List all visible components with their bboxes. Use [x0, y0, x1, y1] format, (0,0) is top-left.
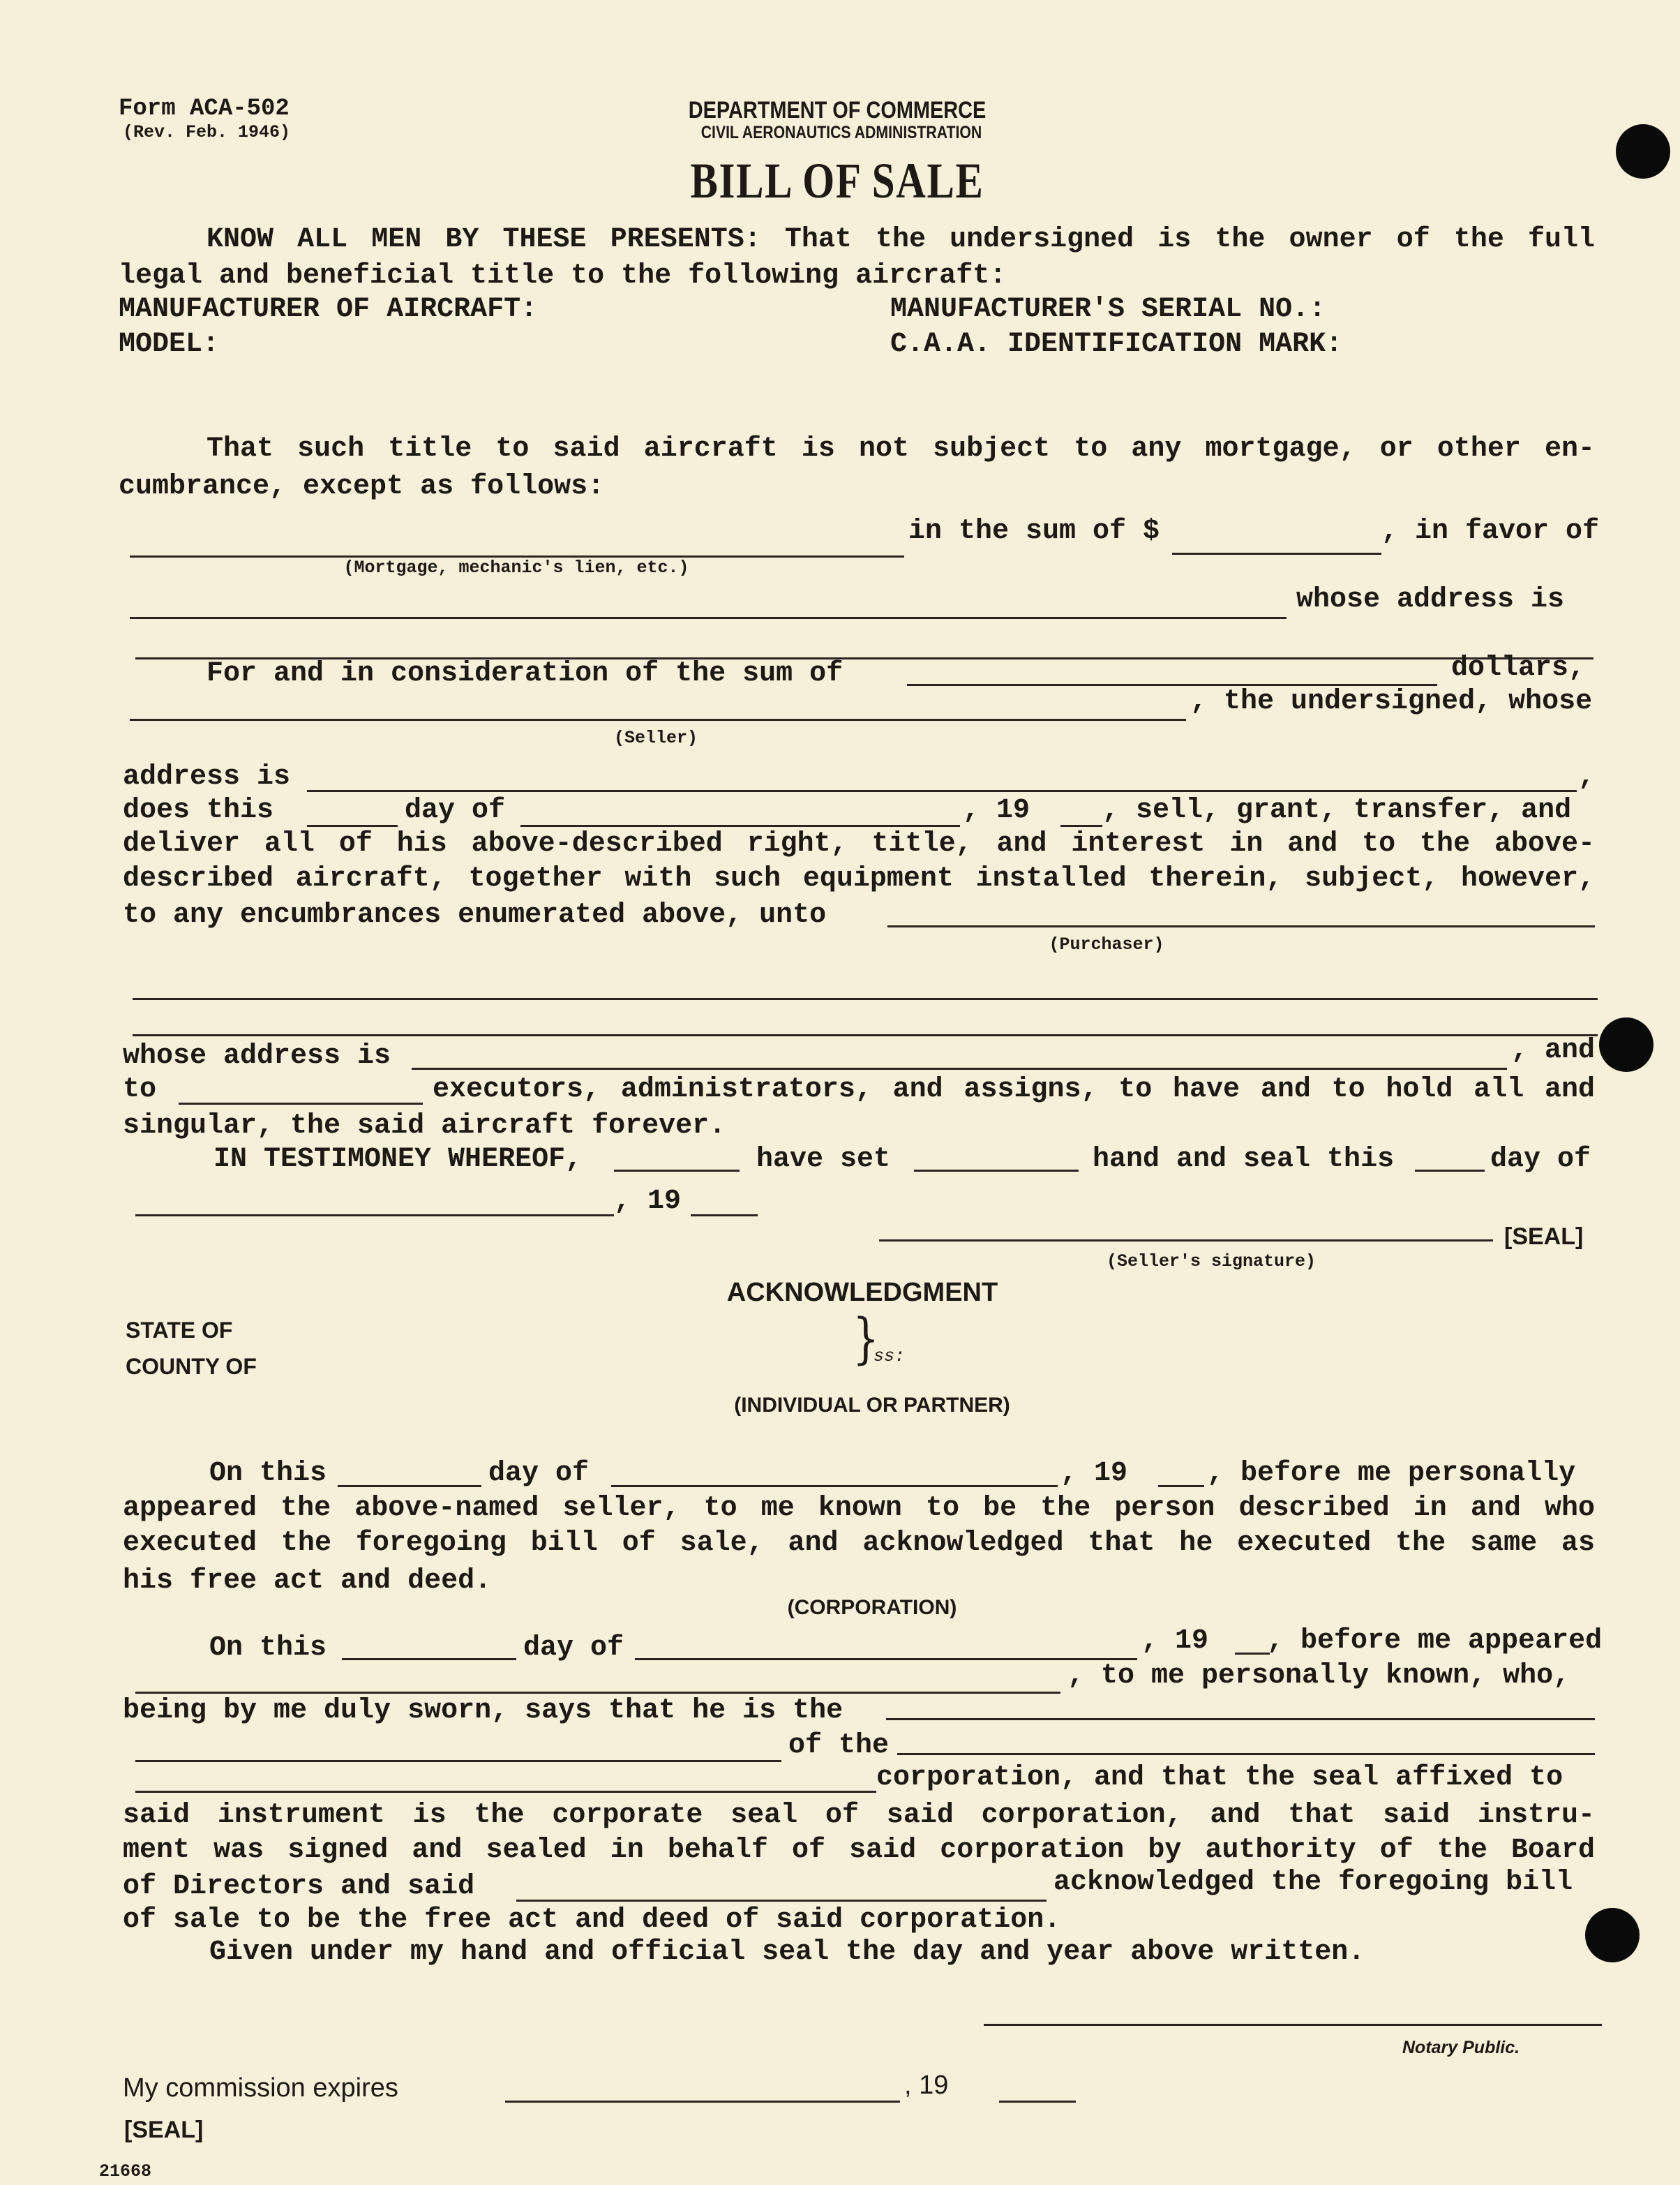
ind-line-2: appeared the above-named seller, to me known to be the person described in and who: [123, 1493, 1595, 1524]
encumbrance-caption: (Mortgage, mechanic's lien, etc.): [343, 558, 689, 578]
seller-caption: (Seller): [613, 728, 698, 748]
whose-address-label: whose address is: [1296, 584, 1565, 616]
corp-name-field-2[interactable]: [135, 1791, 876, 1793]
individual-heading: (INDIVIDUAL OR PARTNER): [734, 1394, 1010, 1417]
encumbrance-line-1: That such title to said aircraft is not subject to any mortgage, or other en-: [207, 433, 1595, 465]
notary-seal: [SEAL]: [124, 2117, 204, 2143]
year-label: , 19: [963, 795, 1030, 826]
corp-year-label: , 19: [1141, 1625, 1209, 1657]
corporation-heading: (CORPORATION): [787, 1596, 957, 1619]
notary-label: Notary Public.: [1402, 2038, 1520, 2057]
does-this-label: does this: [123, 795, 274, 826]
punch-hole: [1585, 1908, 1640, 1962]
and-label: , and: [1511, 1035, 1596, 1066]
corp-title-field-2[interactable]: [135, 1760, 781, 1762]
dollars-label: dollars,: [1451, 652, 1586, 684]
corp-day-of: day of: [523, 1632, 624, 1664]
corp-officer-field[interactable]: [135, 1692, 1060, 1694]
seller-address-field[interactable]: [307, 790, 1577, 792]
form-revision: (Rev. Feb. 1946): [123, 122, 291, 142]
sale-month-field[interactable]: [520, 825, 960, 827]
corp-name-field[interactable]: [897, 1753, 1595, 1755]
corp-directors-label: of Directors and said: [123, 1871, 475, 1902]
testimony-year-field[interactable]: [691, 1214, 758, 1216]
punch-hole: [1599, 1017, 1653, 1072]
sell-label: , sell, grant, transfer, and: [1102, 795, 1572, 826]
corp-title-field[interactable]: [886, 1718, 1595, 1720]
corp-line-7: ment was signed and sealed in behalf of said corporation by authority of the Board: [123, 1835, 1595, 1866]
corp-line-9: of sale to be the free act and deed of said corporation.: [123, 1904, 1061, 1936]
intro-line-2: legal and beneficial title to the following aircraft:: [119, 260, 1007, 292]
ind-on-this: On this: [209, 1458, 327, 1489]
serial-label: MANUFACTURER'S SERIAL NO.:: [890, 294, 1326, 325]
corp-line-6: said instrument is the corporate seal of said corporation, and that said instru-: [123, 1800, 1595, 1831]
corp-said-field[interactable]: [516, 1900, 1047, 1902]
commission-label: My commission expires: [123, 2073, 398, 2103]
purchaser-address-field[interactable]: [412, 1068, 1507, 1070]
address-label: address is: [123, 761, 291, 793]
commission-year-field[interactable]: [999, 2101, 1076, 2103]
punch-hole: [1616, 124, 1670, 179]
testimony-day-field[interactable]: [1415, 1170, 1485, 1172]
consideration-label: For and in consideration of the sum of: [207, 658, 843, 689]
encumbrance-sum-field[interactable]: [1172, 553, 1381, 555]
corp-month-field[interactable]: [635, 1658, 1137, 1660]
sale-year-field[interactable]: [1060, 825, 1102, 827]
comma: ,: [1578, 761, 1596, 793]
conveyance-line-2: described aircraft, together with such equipment installed therein, subject, however,: [123, 863, 1595, 895]
purchaser-address-label: whose address is: [123, 1041, 391, 1072]
testimony-day-of-label: day of: [1490, 1144, 1591, 1175]
given-under-label: Given under my hand and official seal the day and year above written.: [209, 1937, 1365, 1968]
day-of-label: day of: [405, 795, 506, 826]
purchaser-field[interactable]: [887, 925, 1595, 927]
commission-date-field[interactable]: [505, 2101, 900, 2103]
seller-field[interactable]: [130, 719, 1186, 721]
purchaser-caption: (Purchaser): [1049, 934, 1164, 955]
form-number: Form ACA-502: [119, 96, 290, 122]
intro-line-1: KNOW ALL MEN BY THESE PRESENTS: That the undersigned is the owner of the full: [207, 224, 1595, 255]
corp-on-this: On this: [209, 1632, 327, 1664]
corp-acknowledged-label: acknowledged the foregoing bill: [1053, 1867, 1573, 1898]
model-label: MODEL:: [119, 329, 220, 360]
conveyance-line-1: deliver all of his above-described right, title, and interest in and to the above-: [123, 828, 1595, 860]
corp-year-field[interactable]: [1235, 1653, 1270, 1655]
document-title: BILL OF SALE: [690, 153, 984, 209]
undersigned-label: , the undersigned, whose: [1190, 686, 1593, 717]
brace: }: [853, 1307, 880, 1371]
ind-before-me: , before me personally: [1207, 1458, 1576, 1489]
testimony-year-label: , 19: [614, 1186, 682, 1217]
corp-sworn-label: being by me duly sworn, says that he is the: [123, 1695, 843, 1727]
manufacturer-label: MANUFACTURER OF AIRCRAFT:: [119, 294, 538, 325]
identification-mark-label: C.A.A. IDENTIFICATION MARK:: [890, 329, 1343, 360]
favor-of-field[interactable]: [130, 617, 1287, 619]
pronoun-field[interactable]: [179, 1103, 423, 1105]
testimony-label: IN TESTIMONEY WHEREOF,: [213, 1144, 583, 1175]
unto-label: to any encumbrances enumerated above, unto: [123, 900, 827, 931]
ind-line-4: his free act and deed.: [123, 1565, 492, 1597]
ind-month-field[interactable]: [611, 1485, 1058, 1487]
sale-day-field[interactable]: [307, 825, 398, 827]
corp-seal-label: corporation, and that the seal affixed to: [876, 1762, 1563, 1794]
encumbrance-line-2: cumbrance, except as follows:: [119, 471, 605, 502]
ind-line-3: executed the foregoing bill of sale, and acknowledged that he executed the same as: [123, 1528, 1595, 1559]
ind-day-of: day of: [488, 1458, 590, 1489]
ind-day-field[interactable]: [338, 1485, 481, 1487]
purchaser-field-2[interactable]: [133, 998, 1598, 1000]
have-set-label: have set: [756, 1144, 891, 1175]
corp-before-me: , before me appeared: [1267, 1625, 1603, 1657]
ind-year-label: , 19: [1060, 1458, 1128, 1489]
county-label: COUNTY OF: [126, 1354, 257, 1379]
sum-label: in the sum of $: [908, 516, 1160, 547]
singular-text: singular, the said aircraft forever.: [123, 1110, 726, 1142]
favor-label: , in favor of: [1381, 516, 1600, 547]
acknowledgment-heading: ACKNOWLEDGMENT: [726, 1278, 998, 1307]
seller-seal: [SEAL]: [1504, 1223, 1584, 1250]
commission-year-label: , 19: [904, 2071, 949, 2100]
to-label: to: [123, 1074, 157, 1105]
executors-text: executors, administrators, and assigns, to have and to hold all and: [433, 1074, 1595, 1105]
ss-label: ss:: [873, 1346, 906, 1366]
testimony-hand-field[interactable]: [914, 1170, 1079, 1172]
ind-year-field[interactable]: [1158, 1485, 1204, 1487]
agency: CIVIL AERONAUTICS ADMINISTRATION: [700, 123, 982, 142]
corp-known-label: , to me personally known, who,: [1067, 1660, 1570, 1692]
notary-signature-field[interactable]: [984, 2024, 1602, 2026]
testimony-month-field[interactable]: [135, 1214, 614, 1216]
corp-day-field[interactable]: [342, 1658, 516, 1660]
hand-seal-label: hand and seal this: [1093, 1144, 1395, 1175]
department: DEPARTMENT OF COMMERCE: [688, 97, 987, 124]
seller-signature-caption: (Seller's signature): [1106, 1251, 1317, 1272]
purchaser-field-3[interactable]: [133, 1034, 1598, 1036]
state-label: STATE OF: [126, 1318, 233, 1343]
footer-number: 21668: [99, 2161, 152, 2182]
testimony-pronoun-field[interactable]: [614, 1170, 740, 1172]
of-the-label: of the: [788, 1730, 890, 1761]
seller-signature-field[interactable]: [879, 1239, 1493, 1241]
